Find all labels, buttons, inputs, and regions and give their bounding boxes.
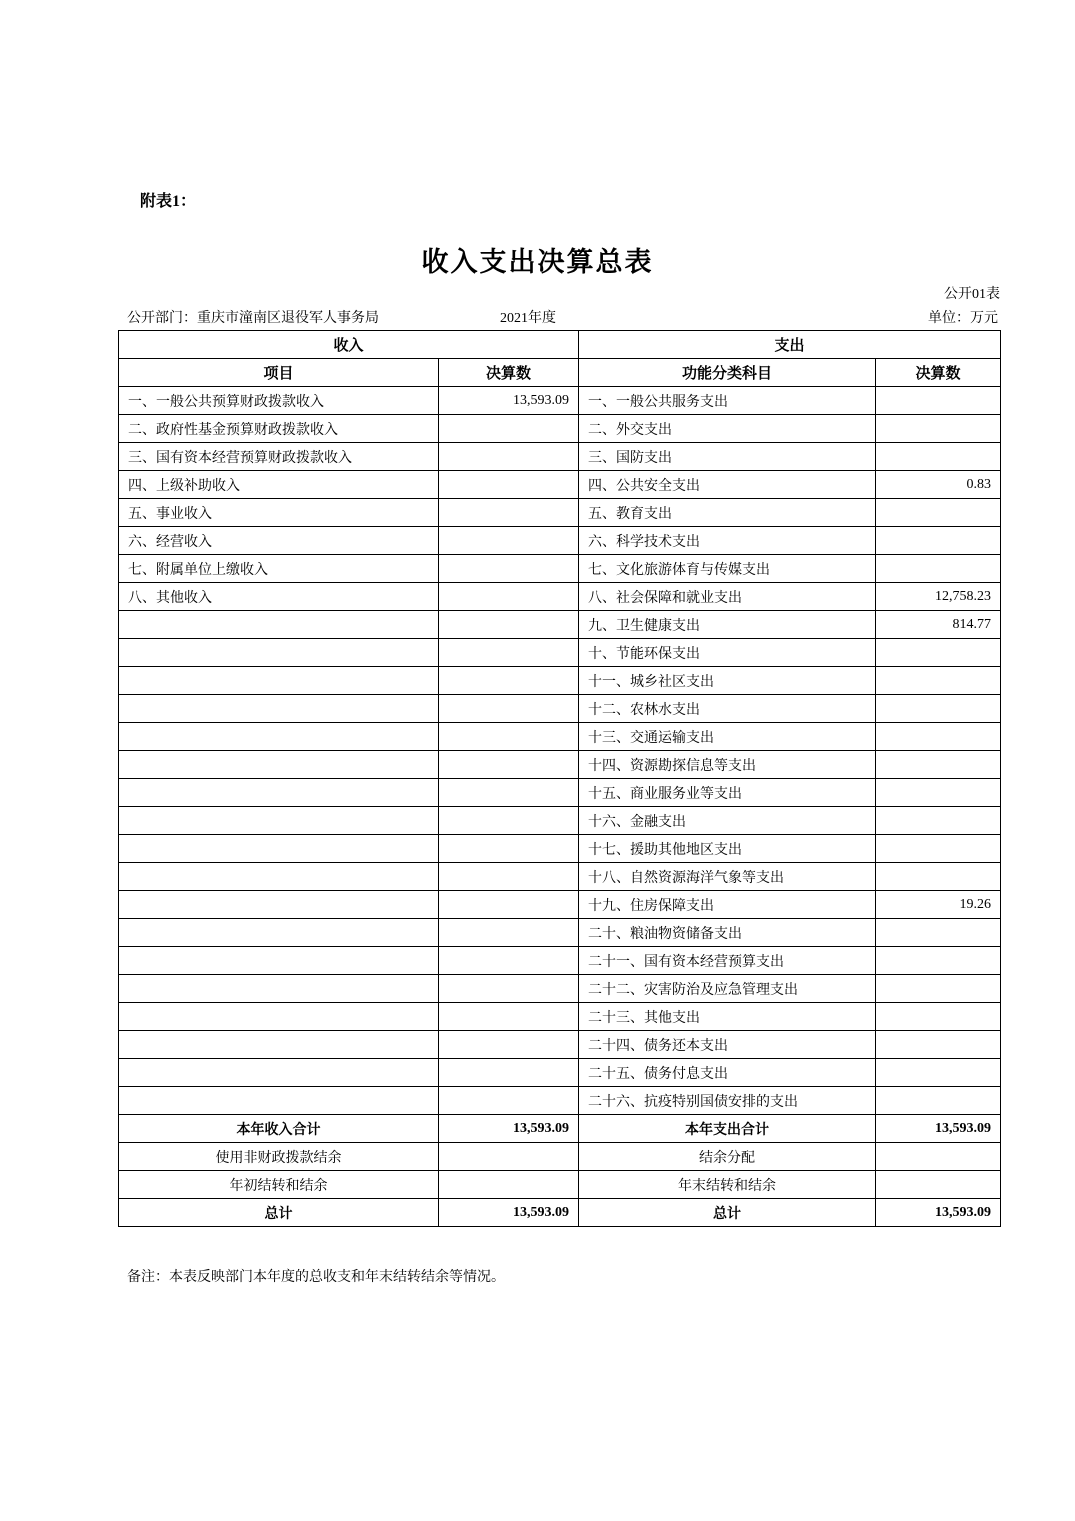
income-item-cell [119,1003,439,1031]
income-value-cell [439,639,579,667]
expense-value-cell [876,639,1001,667]
income-item-cell: 五、事业收入 [119,499,439,527]
expense-summary-value-cell [876,1143,1001,1171]
table-row [119,807,1001,835]
income-value-cell [439,527,579,555]
income-value-cell [439,471,579,499]
income-item-cell [119,1059,439,1087]
expense-value-cell: 19.26 [876,891,1001,919]
income-item-cell [119,723,439,751]
expense-item-cell: 二十五、债务付息支出 [579,1059,876,1087]
income-item-cell: 八、其他收入 [119,583,439,611]
expense-value-cell [876,919,1001,947]
income-item-cell [119,835,439,863]
expense-item-cell: 二十、粮油物资储备支出 [579,919,876,947]
expense-value-column-header: 决算数 [876,359,1001,387]
table-code-label: 公开01表 [944,287,1000,302]
expense-value-cell [876,443,1001,471]
budget-summary-table [118,330,1001,1227]
expense-value-cell: 12,758.23 [876,583,1001,611]
income-summary-value-cell [439,1143,579,1171]
income-item-cell [119,667,439,695]
table-row [119,611,1001,639]
expense-item-cell: 五、教育支出 [579,499,876,527]
table-row [119,1031,1001,1059]
expense-item-cell: 十、节能环保支出 [579,639,876,667]
table-row [119,639,1001,667]
expense-value-cell [876,387,1001,415]
income-summary-label-cell: 本年收入合计 [119,1115,439,1143]
expense-value-cell [876,1003,1001,1031]
income-summary-value-cell: 13,593.09 [439,1199,579,1227]
income-item-cell: 二、政府性基金预算财政拨款收入 [119,415,439,443]
expense-summary-label-cell: 结余分配 [579,1143,876,1171]
income-value-cell [439,415,579,443]
expense-section-header: 支出 [579,331,1001,359]
table-row [119,723,1001,751]
income-value-cell [439,723,579,751]
table-row [119,863,1001,891]
income-summary-value-cell: 13,593.09 [439,1115,579,1143]
income-item-cell: 七、附属单位上缴收入 [119,555,439,583]
table-row [119,947,1001,975]
income-item-cell [119,695,439,723]
income-summary-label-cell: 总计 [119,1199,439,1227]
income-value-cell [439,611,579,639]
table-row [119,499,1001,527]
summary-row [119,1115,1001,1143]
table-row [119,527,1001,555]
expense-item-cell: 二十二、灾害防治及应急管理支出 [579,975,876,1003]
expense-item-cell: 十八、自然资源海洋气象等支出 [579,863,876,891]
income-value-column-header: 决算数 [439,359,579,387]
table-row [119,1087,1001,1115]
income-value-cell [439,555,579,583]
expense-item-cell: 七、文化旅游体育与传媒支出 [579,555,876,583]
table-row [119,443,1001,471]
income-summary-value-cell [439,1171,579,1199]
income-item-cell [119,639,439,667]
expense-value-cell [876,1059,1001,1087]
table-row [119,415,1001,443]
income-item-column-header: 项目 [119,359,439,387]
department-label: 公开部门：重庆市潼南区退役军人事务局 [127,311,379,326]
expense-value-cell [876,947,1001,975]
income-value-cell [439,891,579,919]
expense-item-cell: 九、卫生健康支出 [579,611,876,639]
expense-value-cell [876,751,1001,779]
income-item-cell [119,919,439,947]
income-value-cell [439,1003,579,1031]
expense-item-cell: 二十三、其他支出 [579,1003,876,1031]
income-value-cell [439,975,579,1003]
income-value-cell [439,779,579,807]
summary-row [119,1171,1001,1199]
expense-item-cell: 二十一、国有资本经营预算支出 [579,947,876,975]
income-item-cell [119,1087,439,1115]
footnote: 备注：本表反映部门本年度的总收支和年末结转结余等情况。 [127,1270,505,1285]
expense-summary-label-cell: 年末结转和结余 [579,1171,876,1199]
expense-item-cell: 十二、农林水支出 [579,695,876,723]
income-value-cell [439,1059,579,1087]
income-value-cell [439,751,579,779]
income-value-cell [439,499,579,527]
table-row [119,891,1001,919]
expense-value-cell: 0.83 [876,471,1001,499]
income-value-cell [439,1031,579,1059]
expense-value-cell [876,863,1001,891]
income-item-cell [119,751,439,779]
expense-summary-label-cell: 本年支出合计 [579,1115,876,1143]
table-row [119,471,1001,499]
expense-value-cell [876,779,1001,807]
income-item-cell: 三、国有资本经营预算财政拨款收入 [119,443,439,471]
income-item-cell [119,975,439,1003]
expense-item-cell: 六、科学技术支出 [579,527,876,555]
expense-item-cell: 八、社会保障和就业支出 [579,583,876,611]
income-summary-label-cell: 年初结转和结余 [119,1171,439,1199]
income-item-cell [119,863,439,891]
income-value-cell [439,443,579,471]
expense-value-cell [876,555,1001,583]
expense-item-cell: 二十四、债务还本支出 [579,1031,876,1059]
income-item-cell [119,807,439,835]
income-item-cell [119,1031,439,1059]
expense-item-column-header: 功能分类科目 [579,359,876,387]
expense-value-cell [876,667,1001,695]
expense-summary-label-cell: 总计 [579,1199,876,1227]
income-item-cell [119,611,439,639]
expense-item-cell: 一、一般公共服务支出 [579,387,876,415]
expense-item-cell: 十一、城乡社区支出 [579,667,876,695]
section-header-row [119,331,1001,359]
table-row [119,583,1001,611]
expense-value-cell [876,1087,1001,1115]
expense-item-cell: 二、外交支出 [579,415,876,443]
income-value-cell: 13,593.09 [439,387,579,415]
expense-value-cell [876,415,1001,443]
table-row [119,835,1001,863]
expense-item-cell: 十三、交通运输支出 [579,723,876,751]
fiscal-year-label: 2021年度 [500,311,556,326]
expense-value-cell [876,835,1001,863]
expense-value-cell [876,1031,1001,1059]
expense-item-cell: 十九、住房保障支出 [579,891,876,919]
income-item-cell [119,947,439,975]
unit-label: 单位：万元 [928,311,998,326]
income-value-cell [439,583,579,611]
income-item-cell [119,891,439,919]
page-title: 收入支出决算总表 [421,247,654,277]
table-row [119,919,1001,947]
expense-item-cell: 十七、援助其他地区支出 [579,835,876,863]
income-value-cell [439,835,579,863]
expense-value-cell [876,975,1001,1003]
summary-row [119,1199,1001,1227]
income-item-cell: 六、经营收入 [119,527,439,555]
expense-item-cell: 三、国防支出 [579,443,876,471]
table-head [119,331,1001,387]
table-row [119,751,1001,779]
income-section-header: 收入 [119,331,579,359]
income-value-cell [439,947,579,975]
income-value-cell [439,667,579,695]
income-value-cell [439,863,579,891]
income-value-cell [439,919,579,947]
expense-summary-value-cell: 13,593.09 [876,1115,1001,1143]
expense-value-cell [876,527,1001,555]
expense-summary-value-cell [876,1171,1001,1199]
table-row [119,1003,1001,1031]
table-row [119,779,1001,807]
income-value-cell [439,695,579,723]
income-value-cell [439,1087,579,1115]
table-row [119,975,1001,1003]
expense-item-cell: 十五、商业服务业等支出 [579,779,876,807]
expense-value-cell [876,723,1001,751]
meta-line [118,307,1000,327]
expense-value-cell [876,807,1001,835]
expense-value-cell: 814.77 [876,611,1001,639]
expense-summary-value-cell: 13,593.09 [876,1199,1001,1227]
expense-item-cell: 十六、金融支出 [579,807,876,835]
table-row [119,695,1001,723]
table-row [119,1059,1001,1087]
income-item-cell: 四、上级补助收入 [119,471,439,499]
income-item-cell: 一、一般公共预算财政拨款收入 [119,387,439,415]
income-item-cell [119,779,439,807]
income-summary-label-cell: 使用非财政拨款结余 [119,1143,439,1171]
expense-value-cell [876,499,1001,527]
table-row [119,555,1001,583]
table-row [119,387,1001,415]
expense-item-cell: 四、公共安全支出 [579,471,876,499]
expense-value-cell [876,695,1001,723]
expense-item-cell: 二十六、抗疫特别国债安排的支出 [579,1087,876,1115]
summary-row [119,1143,1001,1171]
column-header-row [119,359,1001,387]
expense-item-cell: 十四、资源勘探信息等支出 [579,751,876,779]
income-value-cell [439,807,579,835]
table-body [119,387,1001,1227]
table-row [119,667,1001,695]
attachment-label: 附表1： [140,193,197,210]
